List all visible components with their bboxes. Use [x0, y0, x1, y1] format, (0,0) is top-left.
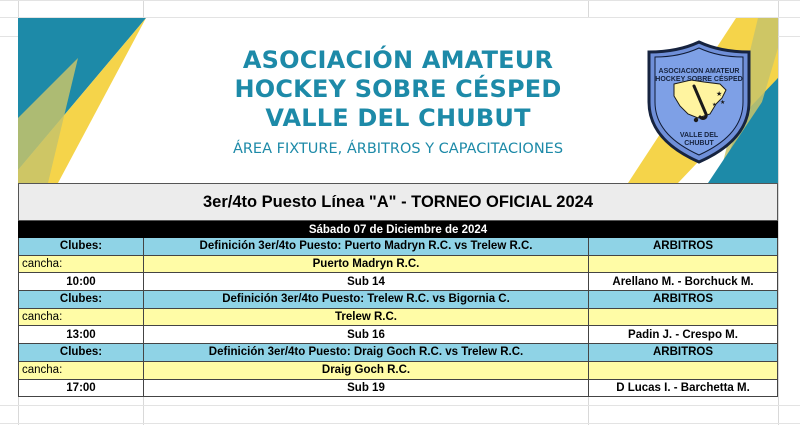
svg-text:★: ★ — [716, 90, 723, 98]
venue-row — [18, 256, 778, 274]
match-referees: Arellano M. - Borchuck M. — [612, 275, 754, 288]
clubs-label: Clubes: — [19, 238, 144, 255]
cancha-label: cancha: — [19, 362, 144, 379]
venue-empty-cell — [589, 256, 777, 273]
referees-label: ARBITROS — [652, 293, 714, 306]
match-time: 17:00 — [19, 380, 144, 397]
svg-text:★: ★ — [712, 102, 717, 108]
clubs-label: Clubes: — [19, 344, 144, 361]
title-line-1: ASOCIACIÓN AMATEUR — [242, 46, 554, 74]
match-detail-row — [18, 326, 778, 344]
match-time: 13:00 — [19, 326, 144, 343]
venue-row — [18, 362, 778, 380]
match-detail-row — [18, 273, 778, 291]
logo-bottom-line-1: VALLE DEL — [679, 132, 719, 139]
venue-name: Draig Goch R.C. — [144, 362, 589, 379]
match-category: Sub 19 — [144, 380, 589, 397]
match-definition: Definición 3er/4to Puesto: Draig Goch R.C. vs Trelew R.C. — [144, 344, 589, 361]
match-category: Sub 16 — [144, 326, 589, 343]
match-referees: D Lucas I. - Barchetta M. — [616, 381, 750, 394]
logo-bottom-line-2: CHUBUT — [684, 140, 714, 147]
header-banner — [18, 18, 778, 183]
match-definition: Definición 3er/4to Puesto: Puerto Madryn R.C. vs Trelew R.C. — [144, 238, 589, 255]
area-subtitle: ÁREA FIXTURE, ÁRBITROS Y CAPACITACIONES — [232, 141, 564, 157]
venue-empty-cell — [589, 309, 777, 326]
cancha-label: cancha: — [19, 309, 144, 326]
association-title — [168, 46, 628, 160]
referees-label: ARBITROS — [652, 240, 714, 253]
match-date: Sábado 07 de Diciembre de 2024 — [18, 221, 778, 238]
match-header-row — [18, 238, 778, 256]
venue-row — [18, 309, 778, 327]
venue-empty-cell — [589, 362, 777, 379]
venue-name: Trelew R.C. — [144, 309, 589, 326]
tournament-title: 3er/4to Puesto Línea "A" - TORNEO OFICIAL 2024 — [18, 183, 778, 221]
title-line-3: VALLE DEL CHUBUT — [265, 104, 531, 132]
fixture-table — [18, 183, 778, 397]
referees-label: ARBITROS — [652, 346, 714, 359]
hockey-shield-logo-icon — [646, 40, 752, 164]
cancha-label: cancha: — [19, 256, 144, 273]
match-category: Sub 14 — [144, 273, 589, 290]
match-time: 10:00 — [19, 273, 144, 290]
title-line-2: HOCKEY SOBRE CÉSPED — [234, 75, 562, 103]
match-header-row — [18, 291, 778, 309]
match-definition: Definición 3er/4to Puesto: Trelew R.C. vs Bigornia C. — [144, 291, 589, 308]
match-referees: Padin J. - Crespo M. — [628, 328, 738, 341]
logo-top-line-2: HOCKEY SOBRE CÉSPED — [655, 76, 743, 83]
clubs-label: Clubes: — [19, 291, 144, 308]
match-header-row — [18, 344, 778, 362]
venue-name: Puerto Madryn R.C. — [144, 256, 589, 273]
match-detail-row — [18, 380, 778, 398]
svg-text:★: ★ — [720, 99, 726, 106]
logo-top-line-1: ASOCIACION AMATEUR — [658, 68, 740, 75]
